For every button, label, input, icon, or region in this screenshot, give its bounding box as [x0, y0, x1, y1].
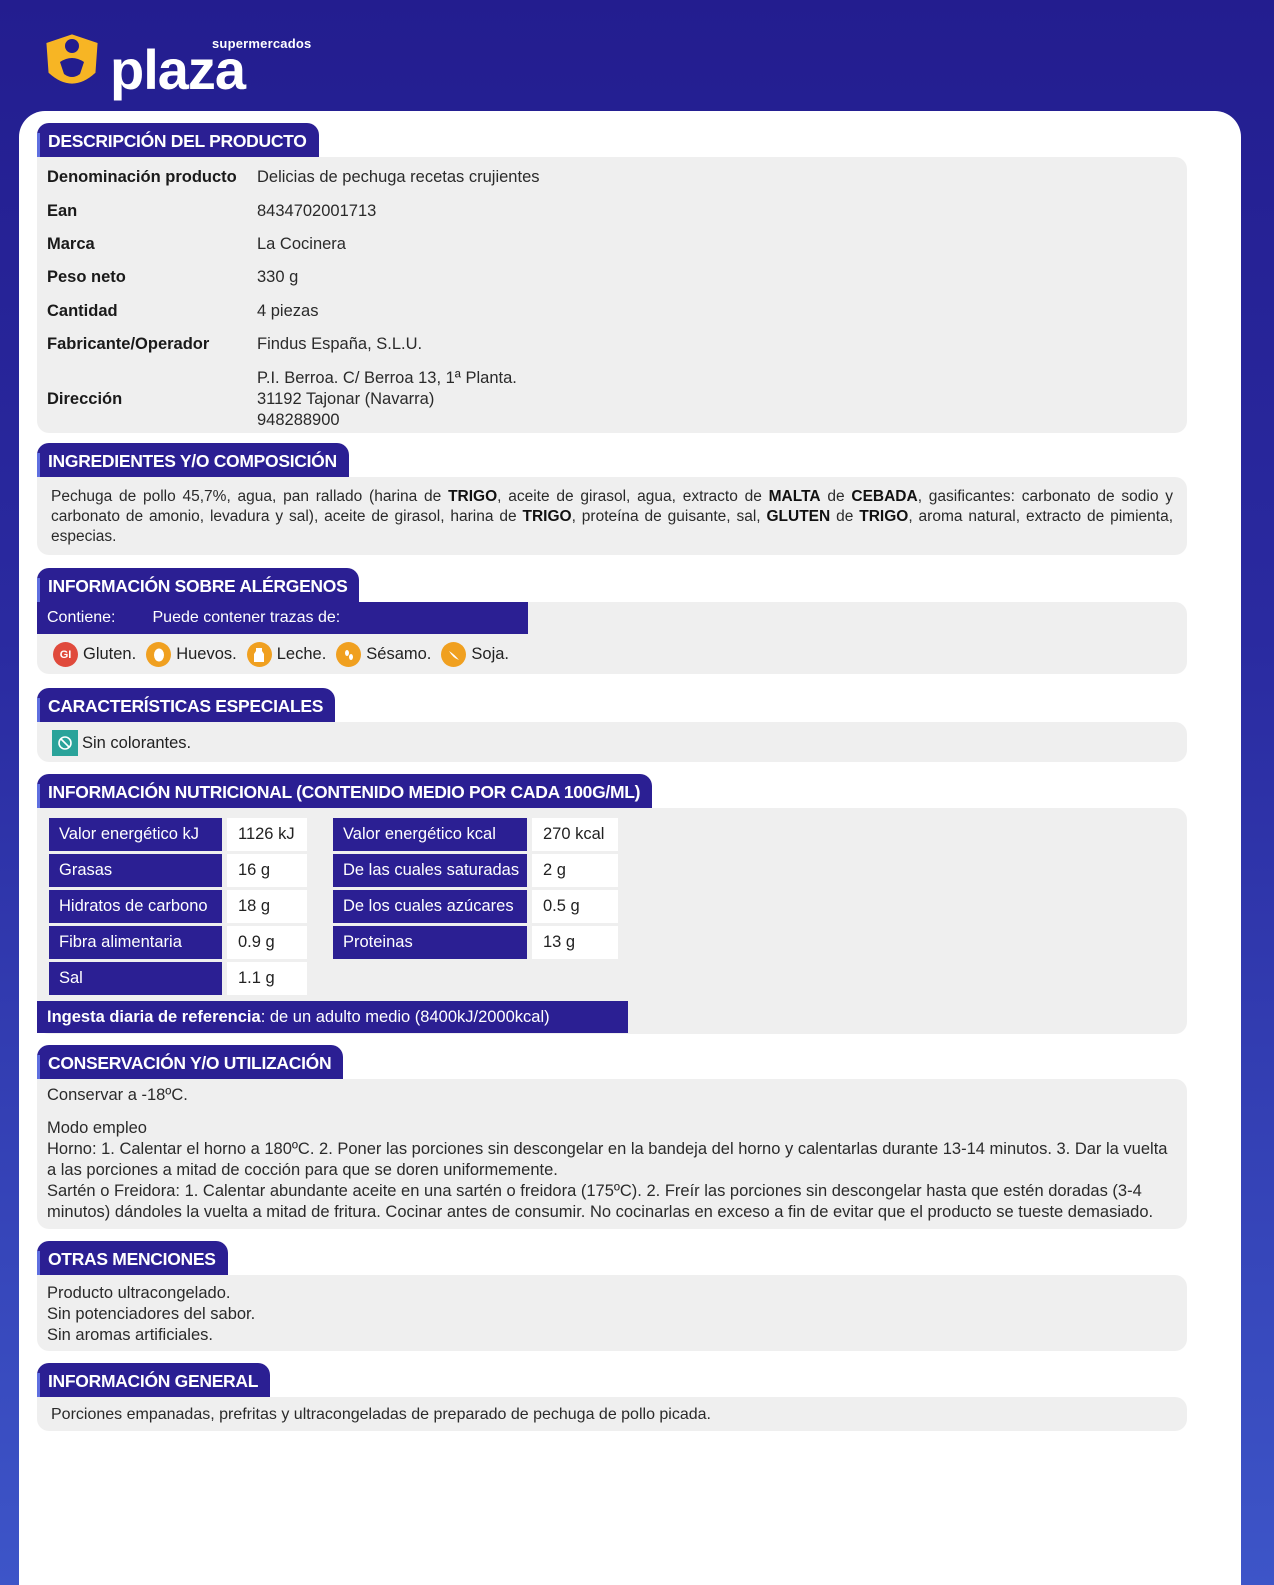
nutricional-panel [37, 808, 1187, 1034]
no-colorants-icon [52, 730, 78, 756]
nutrient-label: Proteinas [333, 926, 527, 959]
otras-line: Sin potenciadores del sabor. [47, 1305, 256, 1323]
modo-empleo-title: Modo empleo [47, 1119, 147, 1137]
descripcion-value: 330 g [257, 268, 299, 287]
brand-big: plaza [110, 38, 246, 101]
nutrient-label: Valor energético kJ [49, 818, 222, 851]
descripcion-value: 8434702001713 [257, 201, 377, 220]
section-title: DESCRIPCIÓN DEL PRODUCTO [37, 123, 319, 157]
section-title: INGREDIENTES Y/O COMPOSICIÓN [37, 443, 349, 477]
brand-logo [40, 28, 312, 101]
descripcion-panel [37, 157, 1187, 433]
general-text: Porciones empanadas, prefritas y ultracongeladas de preparado de pechuga de pollo picada. [51, 1406, 711, 1423]
nutrient-label: Fibra alimentaria [49, 926, 222, 959]
nutrient-value: 270 kcal [532, 818, 618, 851]
trazas-label: Puede contener trazas de: [152, 609, 341, 626]
nutrient-value: 2 g [532, 854, 618, 887]
nutrient-label: De los cuales azúcares [333, 890, 527, 923]
section-nutricional [37, 774, 1187, 1034]
ingesta-text: : de un adulto medio (8400kJ/2000kcal) [260, 1008, 550, 1026]
sesame-icon [336, 642, 361, 667]
section-ingredientes [37, 443, 1187, 555]
section-caracteristicas [37, 688, 1187, 762]
caracteristica-item [37, 722, 1187, 756]
allergen-highlight: CEBADA [851, 488, 918, 505]
milk-icon [247, 642, 272, 667]
general-panel [37, 1397, 1187, 1431]
nutrient-value: 18 g [227, 890, 307, 923]
descripcion-row [37, 161, 1187, 194]
descripcion-label: Fabricante/Operador [47, 335, 210, 354]
direccion-line: 31192 Tajonar (Navarra) [257, 389, 435, 408]
section-descripcion [37, 123, 1187, 433]
ingredient-text: , aroma natural, extracto de pimienta, especias. [51, 508, 1173, 545]
nutrient-value: 0.9 g [227, 926, 307, 959]
descripcion-value: La Cocinera [257, 234, 346, 253]
nutrient-label: Sal [49, 962, 222, 995]
allergen-label: Sésamo. [366, 645, 432, 663]
caracteristicas-panel [37, 722, 1187, 762]
caracteristica-label: Sin colorantes. [82, 733, 192, 752]
section-title: CARACTERÍSTICAS ESPECIALES [37, 688, 335, 722]
descripcion-value: Delicias de pechuga recetas crujientes [257, 168, 540, 187]
ingesta-bar [37, 1001, 628, 1033]
nutrient-label: Valor energético kcal [333, 818, 527, 851]
nutrient-label: De las cuales saturadas [333, 854, 527, 887]
allergen-highlight: TRIGO [859, 508, 909, 525]
otras-line: Producto ultracongelado. [47, 1284, 231, 1302]
allergen-label: Gluten. [83, 645, 137, 663]
descripcion-label: Marca [47, 234, 95, 253]
allergen-label: Leche. [276, 645, 327, 663]
descripcion-row [37, 194, 1187, 227]
section-conservacion [37, 1045, 1187, 1229]
product-card [19, 111, 1241, 1585]
section-title: CONSERVACIÓN Y/O UTILIZACIÓN [37, 1045, 343, 1079]
ingesta-label: Ingesta diaria de referencia [47, 1008, 261, 1026]
nutrient-label: Grasas [49, 854, 222, 887]
horno-text: Horno: 1. Calentar el horno a 180ºC. 2. Poner las porciones sin descongelar en la bandeja del horno y calentarlas durante 13-14 minutos. 3. Dar la vuelta a las porciones a mitad de cocción para que se doren uniformemente. [47, 1140, 1168, 1179]
nutrient-label: Hidratos de carbono [49, 890, 222, 923]
ingredient-text: , gasificantes: carbonato de sodio y carbonato de amonio, levadura y sal), aceite de girasol, harina de [51, 488, 1174, 525]
ingredientes-text [51, 487, 1173, 547]
soy-icon [441, 642, 466, 667]
descripcion-value: Findus España, S.L.U. [257, 335, 423, 354]
descripcion-label: Peso neto [47, 268, 126, 287]
ingredient-text: Pechuga de pollo 45,7%, agua, pan rallado (harina de [51, 488, 449, 505]
allergen-highlight: MALTA [768, 488, 821, 505]
contiene-label: Contiene: [47, 609, 116, 626]
allergen-item [247, 642, 327, 667]
ingredient-text: de [820, 488, 852, 505]
otras-panel [37, 1275, 1187, 1351]
ingredient-text: , proteína de guisante, sal, [571, 508, 767, 525]
ingredient-text: , aceite de girasol, agua, extracto de [497, 488, 769, 505]
allergen-glyph: GI [59, 648, 72, 661]
descripcion-label: Denominación producto [47, 168, 237, 187]
nutrient-value: 13 g [532, 926, 618, 959]
allergen-highlight: GLUTEN [766, 508, 831, 525]
direccion-line: P.I. Berroa. C/ Berroa 13, 1ª Planta. [257, 368, 517, 387]
plaza-badge-icon [40, 32, 104, 94]
descripcion-label: Cantidad [47, 301, 118, 320]
allergen-label: Huevos. [176, 645, 237, 663]
nutrient-value: 1.1 g [227, 962, 307, 995]
section-title: INFORMACIÓN GENERAL [37, 1363, 270, 1397]
section-title: INFORMACIÓN NUTRICIONAL (CONTENIDO MEDIO POR CADA 100G/ML) [37, 774, 652, 808]
descripcion-row [37, 261, 1187, 294]
direccion-line: 948288900 [257, 410, 340, 429]
direccion-label: Dirección [47, 389, 123, 408]
nutrient-value: 16 g [227, 854, 307, 887]
allergen-highlight: TRIGO [448, 488, 498, 505]
descripcion-value: 4 piezas [257, 301, 319, 320]
descripcion-row [37, 328, 1187, 361]
ingredientes-panel [37, 477, 1187, 555]
allergen-item [441, 642, 509, 667]
egg-icon [146, 642, 171, 667]
ingredient-text: de [830, 508, 860, 525]
section-otras [37, 1241, 1187, 1351]
descripcion-label: Ean [47, 201, 78, 220]
alergenos-panel [37, 602, 1187, 674]
allergen-highlight: TRIGO [522, 508, 572, 525]
allergen-item [53, 642, 136, 667]
alergenos-list [37, 634, 1187, 667]
gluten-icon [53, 642, 78, 667]
alergenos-header-bar [37, 602, 528, 634]
sarten-text: Sartén o Freidora: 1. Calentar abundante aceite en una sartén o freidora (175ºC). 2. Freír las porciones sin descongelar hasta que estén doradas (3-4 minutos) dándoles la vuelta a mitad de fritura. Cocinar antes de consumir. No cocinarlas en exceso a fin de evitar que el producto se tueste demasiado. [47, 1182, 1154, 1221]
allergen-item [146, 642, 237, 667]
nutrient-value: 0.5 g [532, 890, 618, 923]
section-title: OTRAS MENCIONES [37, 1241, 228, 1275]
nutrient-value: 1126 kJ [227, 818, 307, 851]
allergen-label: Soja. [471, 645, 510, 663]
conservar-text: Conservar a -18ºC. [47, 1086, 188, 1104]
allergen-item [336, 642, 431, 667]
section-title: INFORMACIÓN SOBRE ALÉRGENOS [37, 568, 359, 602]
descripcion-row [37, 228, 1187, 261]
section-general [37, 1363, 1187, 1431]
descripcion-row [37, 295, 1187, 328]
conservacion-panel [37, 1079, 1187, 1229]
section-alergenos [37, 568, 1187, 674]
brand-small: supermercados [212, 36, 312, 51]
otras-line: Sin aromas artificiales. [47, 1326, 213, 1344]
direccion-row [37, 361, 1187, 437]
